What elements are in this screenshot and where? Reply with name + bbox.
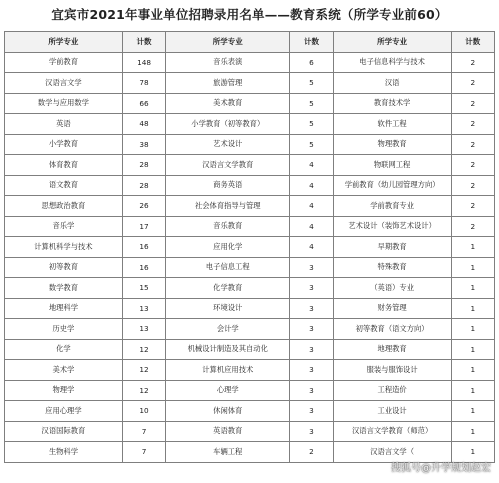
cell-major-1: 化学	[5, 339, 123, 360]
cell-major-2: 应用化学	[166, 237, 290, 258]
cell-count-2: 5	[290, 134, 333, 155]
cell-major-3: 初等教育（语文方向）	[333, 319, 451, 340]
table-row	[5, 380, 495, 401]
table-row	[5, 360, 495, 381]
cell-major-3: 电子信息科学与技术	[333, 52, 451, 73]
recruitment-table	[4, 31, 495, 463]
cell-major-2: 社会体育指导与管理	[166, 196, 290, 217]
table-row	[5, 319, 495, 340]
cell-count-1: 17	[122, 216, 165, 237]
table-row	[5, 52, 495, 73]
table-row	[5, 73, 495, 94]
table-row	[5, 196, 495, 217]
cell-count-2: 3	[290, 421, 333, 442]
cell-major-1: 美术学	[5, 360, 123, 381]
cell-major-3: 物联网工程	[333, 155, 451, 176]
table-body	[5, 52, 495, 462]
table-row	[5, 339, 495, 360]
cell-major-3: 艺术设计（装饰艺术设计）	[333, 216, 451, 237]
cell-major-3: 教育技术学	[333, 93, 451, 114]
cell-major-1: 英语	[5, 114, 123, 135]
cell-major-1: 思想政治教育	[5, 196, 123, 217]
cell-major-1: 学前教育	[5, 52, 123, 73]
cell-count-3: 2	[451, 52, 494, 73]
cell-count-1: 12	[122, 360, 165, 381]
cell-count-3: 1	[451, 421, 494, 442]
cell-major-1: 汉语国际教育	[5, 421, 123, 442]
cell-major-2: 休闲体育	[166, 401, 290, 422]
cell-count-2: 5	[290, 114, 333, 135]
cell-count-2: 4	[290, 216, 333, 237]
cell-major-3: 早期教育	[333, 237, 451, 258]
cell-count-3: 2	[451, 175, 494, 196]
cell-major-3: 工程造价	[333, 380, 451, 401]
cell-major-1: 数学教育	[5, 278, 123, 299]
cell-major-2: 机械设计制造及其自动化	[166, 339, 290, 360]
cell-major-3: 地理教育	[333, 339, 451, 360]
cell-major-2: 车辆工程	[166, 442, 290, 463]
table-row	[5, 134, 495, 155]
header-count-3: 计数	[451, 32, 494, 53]
cell-major-1: 物理学	[5, 380, 123, 401]
cell-count-1: 7	[122, 421, 165, 442]
table-row	[5, 298, 495, 319]
cell-count-2: 3	[290, 380, 333, 401]
table-row	[5, 93, 495, 114]
cell-major-1: 音乐学	[5, 216, 123, 237]
table-row	[5, 237, 495, 258]
cell-major-2: 化学教育	[166, 278, 290, 299]
cell-count-3: 1	[451, 442, 494, 463]
cell-major-1: 汉语言文学	[5, 73, 123, 94]
cell-count-2: 5	[290, 93, 333, 114]
cell-count-1: 16	[122, 237, 165, 258]
cell-count-3: 1	[451, 319, 494, 340]
cell-major-3: 汉语言文学教育（师范）	[333, 421, 451, 442]
header-count-1: 计数	[122, 32, 165, 53]
cell-count-2: 4	[290, 237, 333, 258]
cell-major-3: 服装与服饰设计	[333, 360, 451, 381]
cell-count-2: 3	[290, 319, 333, 340]
cell-major-1: 体育教育	[5, 155, 123, 176]
cell-major-3: 物理教育	[333, 134, 451, 155]
watermark: 搜狐号@升学规划赵宏	[391, 463, 491, 474]
cell-count-3: 1	[451, 360, 494, 381]
cell-count-1: 148	[122, 52, 165, 73]
cell-major-2: 汉语言文学教育	[166, 155, 290, 176]
cell-count-1: 38	[122, 134, 165, 155]
cell-count-2: 3	[290, 339, 333, 360]
table-row	[5, 114, 495, 135]
cell-count-1: 7	[122, 442, 165, 463]
cell-major-3: 软件工程	[333, 114, 451, 135]
cell-major-1: 计算机科学与技术	[5, 237, 123, 258]
cell-major-2: 环境设计	[166, 298, 290, 319]
cell-count-2: 3	[290, 360, 333, 381]
cell-major-2: 商务英语	[166, 175, 290, 196]
cell-major-3: （英语）专业	[333, 278, 451, 299]
cell-major-2: 电子信息工程	[166, 257, 290, 278]
cell-major-2: 美术教育	[166, 93, 290, 114]
cell-count-2: 4	[290, 196, 333, 217]
cell-count-2: 3	[290, 257, 333, 278]
cell-major-1: 初等教育	[5, 257, 123, 278]
cell-major-1: 小学教育	[5, 134, 123, 155]
cell-major-2: 音乐教育	[166, 216, 290, 237]
cell-major-1: 语文教育	[5, 175, 123, 196]
cell-count-2: 4	[290, 155, 333, 176]
cell-count-2: 5	[290, 73, 333, 94]
cell-count-2: 2	[290, 442, 333, 463]
cell-count-3: 2	[451, 155, 494, 176]
cell-count-2: 3	[290, 298, 333, 319]
table-row	[5, 401, 495, 422]
cell-count-1: 26	[122, 196, 165, 217]
cell-major-2: 心理学	[166, 380, 290, 401]
cell-count-3: 2	[451, 134, 494, 155]
cell-major-3: 工业设计	[333, 401, 451, 422]
cell-count-2: 3	[290, 278, 333, 299]
cell-count-1: 13	[122, 319, 165, 340]
cell-count-3: 1	[451, 339, 494, 360]
cell-major-2: 旅游管理	[166, 73, 290, 94]
cell-count-2: 4	[290, 175, 333, 196]
cell-count-3: 1	[451, 298, 494, 319]
cell-count-3: 2	[451, 114, 494, 135]
table-row	[5, 257, 495, 278]
cell-major-3: 财务管理	[333, 298, 451, 319]
cell-count-1: 12	[122, 339, 165, 360]
cell-count-3: 2	[451, 73, 494, 94]
cell-count-3: 1	[451, 278, 494, 299]
cell-count-1: 28	[122, 155, 165, 176]
cell-count-3: 1	[451, 380, 494, 401]
cell-major-3: 学前教育专业	[333, 196, 451, 217]
cell-major-2: 计算机应用技术	[166, 360, 290, 381]
cell-major-2: 音乐表演	[166, 52, 290, 73]
cell-major-3: 汉语	[333, 73, 451, 94]
page-title: 宜宾市2021年事业单位招聘录用名单——教育系统（所学专业前60）	[51, 7, 448, 22]
table-header-row	[5, 32, 495, 53]
cell-major-1: 地理科学	[5, 298, 123, 319]
table-row	[5, 175, 495, 196]
cell-count-3: 2	[451, 216, 494, 237]
cell-major-1: 生物科学	[5, 442, 123, 463]
cell-major-2: 英语教育	[166, 421, 290, 442]
cell-count-1: 16	[122, 257, 165, 278]
table-row	[5, 421, 495, 442]
cell-major-2: 小学教育（初等教育）	[166, 114, 290, 135]
cell-count-1: 66	[122, 93, 165, 114]
cell-count-1: 78	[122, 73, 165, 94]
cell-count-3: 1	[451, 257, 494, 278]
cell-major-3: 特殊教育	[333, 257, 451, 278]
header-major-2: 所学专业	[166, 32, 290, 53]
cell-count-3: 1	[451, 237, 494, 258]
cell-major-1: 历史学	[5, 319, 123, 340]
cell-count-1: 15	[122, 278, 165, 299]
cell-major-2: 会计学	[166, 319, 290, 340]
cell-major-3: 汉语言文学（	[333, 442, 451, 463]
header-major-1: 所学专业	[5, 32, 123, 53]
header-count-2: 计数	[290, 32, 333, 53]
table-row	[5, 216, 495, 237]
cell-count-3: 2	[451, 93, 494, 114]
cell-major-1: 应用心理学	[5, 401, 123, 422]
cell-count-1: 13	[122, 298, 165, 319]
header-major-3: 所学专业	[333, 32, 451, 53]
cell-count-1: 12	[122, 380, 165, 401]
table-row	[5, 155, 495, 176]
cell-major-1: 数学与应用数学	[5, 93, 123, 114]
cell-count-2: 3	[290, 401, 333, 422]
cell-count-1: 48	[122, 114, 165, 135]
table-row	[5, 278, 495, 299]
cell-count-3: 2	[451, 196, 494, 217]
cell-count-1: 10	[122, 401, 165, 422]
cell-count-2: 6	[290, 52, 333, 73]
cell-count-3: 1	[451, 401, 494, 422]
cell-major-2: 艺术设计	[166, 134, 290, 155]
cell-major-3: 学前教育（幼儿园管理方向）	[333, 175, 451, 196]
cell-count-1: 28	[122, 175, 165, 196]
